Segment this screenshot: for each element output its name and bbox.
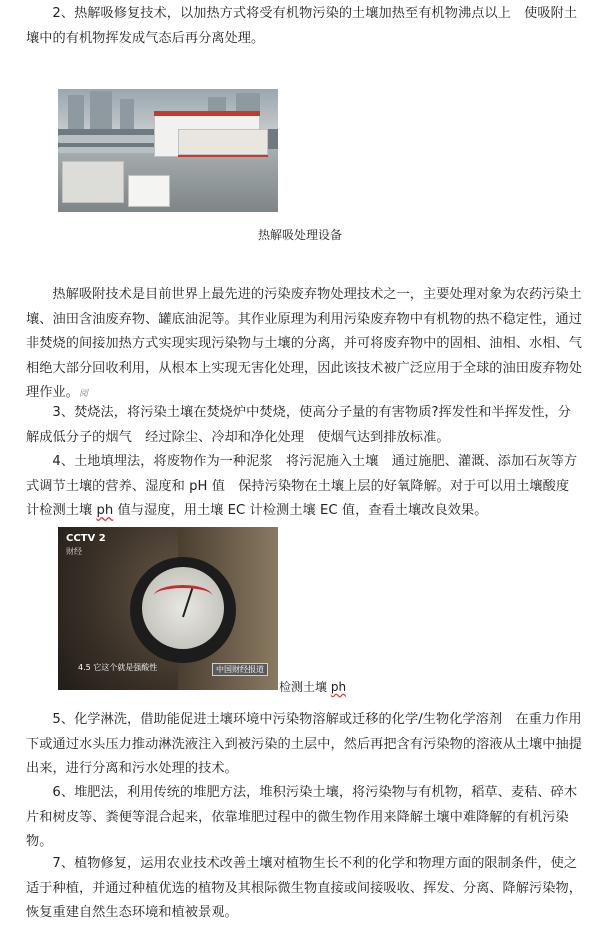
paragraph-phytoremediation: 7、植物修复，运用农业技术改善土壤对植物生长不利的化学和物理方面的限制条件，使之适于种植，并通过种植优选的植物及其根际微生物直接或间接吸收、挥发、分离、降解污染物，恢复重建自然生态环境和植被景观。 [26,856,582,920]
program-tag: 中国财经报道 [212,663,268,676]
tv-channel-sub: 财经 [66,547,82,556]
tv-channel-logo: CCTV 2 [66,533,106,544]
paragraph-thermal-desorption: 2、热解吸修复技术，以加热方式将受有机物污染的土壤加热至有机物沸点以上 使吸附土壤中的有机物挥发成气态后再分离处理。 [26,6,578,46]
ph-photo-caption: 检测土壤 ph [279,680,347,694]
thermal-desorption-photo [58,89,278,212]
paragraph-thermal-technology [26,283,582,407]
ph-term: ph [96,503,114,518]
video-subtitle: 4.5 它这个就是强酸性 [78,663,158,672]
paragraph-landfill: 4、土地填埋法，将废物作为一种泥浆 将污泥施入土壤 通过施肥、灌溉、添加石灰等方式调节土壤的营养、湿度和 pH 值 保持污染物在土壤上层的好氧降解。对于可以用土壤酸度计检测土壤 ph 值与湿度，用土壤 EC 计检测土壤 EC 值，查看土壤改良效果。 [26,454,578,518]
thermal-photo-caption: 热解吸处理设备 [258,228,343,242]
paragraph-composting: 6、堆肥法，利用传统的堆肥方法，堆积污染土壤，将污染物与有机物，稻草、麦秸、碎木片和树皮等、粪便等混合起来，依靠堆肥过程中的微生物作用来降解土壤中难降解的有机污染物。 [26,785,578,849]
ph-meter-photo [58,527,278,690]
read-stamp-icon: 阅 [78,389,89,399]
paragraph-chemical-leaching: 5、化学淋洗，借助能促进土壤环境中污染物溶解或迁移的化学/生物化学溶剂 在重力作用下或通过水头压力推动淋洗液注入到被污染的土层中，然后再把含有污染物的溶液从土壤中抽提出来，进行分离和污水处理的技术。 [26,712,582,776]
paragraph-thermal-technology-text: 热解吸附技术是目前世界上最先进的污染废弃物处理技术之一，主要处理对象为农药污染土壤、油田含油废弃物、罐底油泥等。其作业原理为利用污染废弃物中有机物的热不稳定性，通过非焚烧的间接加热方式实现实现污染物与土壤的分离，并可将废弃物中的固相、油相、水相、气相绝大部分回收利用，从根本上实现无害化处理，因此该技术被广泛应用于全球的油田废弃物处理作业。 [26,287,582,400]
paragraph-incineration: 3、焚烧法，将污染土壤在焚烧炉中焚烧，使高分子量的有害物质?挥发性和半挥发性，分解成低分子的烟气 经过除尘、冷却和净化处理 使烟气达到排放标准。 [26,405,571,445]
